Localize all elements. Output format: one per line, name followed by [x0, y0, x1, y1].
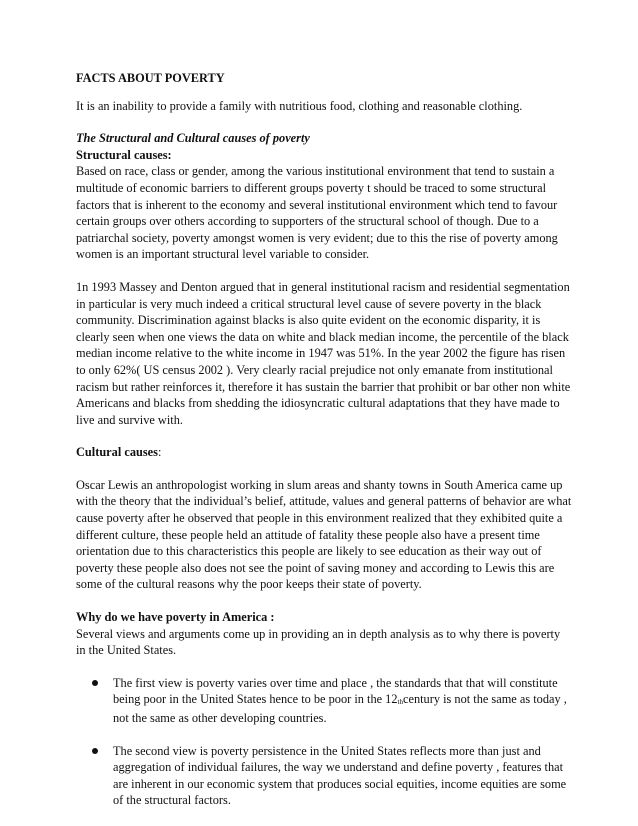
section-heading: The Structural and Cultural causes of poverty: [76, 131, 310, 146]
cultural-causes-colon: :: [157, 445, 162, 460]
america-heading: Why do we have poverty in America :: [76, 610, 275, 625]
bullet-list: [76, 675, 572, 809]
intro-paragraph: It is an inability to provide a family with nutritious food, clothing and reasonable clothing.: [76, 98, 523, 113]
bullet-dot-icon: [92, 748, 98, 754]
list-item: [76, 675, 572, 727]
cultural-paragraph: Oscar Lewis an anthropologist working in slum areas and shanty towns in South America came up with the theory that the individual’s belief, attitude, values and general patterns of behavior are what cause poverty after he observed that people in this environment realized that they exhibited quite a different culture, these people held an attitude of fatality these people also have a present time orientation due to this characteristics this people are likely to see education as their way out of poverty these people also does not see the point of saving money and according to Lewis this are some of the cultural reasons why the poor keeps their state of poverty.: [76, 477, 572, 592]
america-paragraph: Several views and arguments come up in providing an in depth analysis as to why there is poverty in the United States.: [76, 626, 561, 658]
structural-causes-heading: Structural causes:: [76, 147, 172, 162]
structural-paragraph-1: Based on race, class or gender, among the various institutional environment that tend to sustain a multitude of economic barriers to different groups poverty t should be traced to some structural factors that is inherent to the economy and several institutional environment which tend to favour certain groups over others according to supporters of the structural school of though. Due to a patriarchal society, poverty amongst women is very evident; due to this the rise of poverty among women is an important structural level variable to consider.: [76, 164, 558, 262]
bullet-2-text: The second view is poverty persistence in the United States reflects more than just and aggregation of individual failures, the way we understand and define poverty , features that are inherent in our economic system that produces social equities, income equities are some of the structural factors.: [113, 743, 567, 808]
bullet-1-text: The first view is poverty varies over time and place , the standards that that will constitute being poor in the United States hence to be poor in the 12: [113, 675, 558, 707]
list-item: [76, 743, 572, 809]
structural-paragraph-2: 1n 1993 Massey and Denton argued that in general institutional racism and residential segmentation in particular is very much indeed a critical structural level cause of severe poverty in the black community. Discrimination against blacks is also quite evident on the economic disparity, it is clearly seen when one views the data on white and black median income, the percentile of the black median income relative to the white income in 1947 was 51%. In the year 2002 the figure has risen to only 62%( US census 2002 ). Very clearly racial prejudice not only emanate from institutional racism but rather reinforces it, therefore it has sustain the barrier that prohibit or bar other non white Americans and blacks from shedding the idiosyncratic cultural adaptations that they have made to live and survive with.: [76, 279, 571, 427]
cultural-causes-heading-line: [76, 444, 572, 461]
cultural-causes-heading: Cultural causes: [76, 445, 158, 460]
document-page: [76, 70, 572, 825]
bullet-1-text-end: century is not the same as today , not the same as other developing countries.: [113, 692, 567, 725]
document-title: FACTS ABOUT POVERTY: [76, 71, 225, 85]
bullet-dot-icon: [92, 680, 98, 686]
bullet-1-superscript: th: [397, 698, 403, 707]
